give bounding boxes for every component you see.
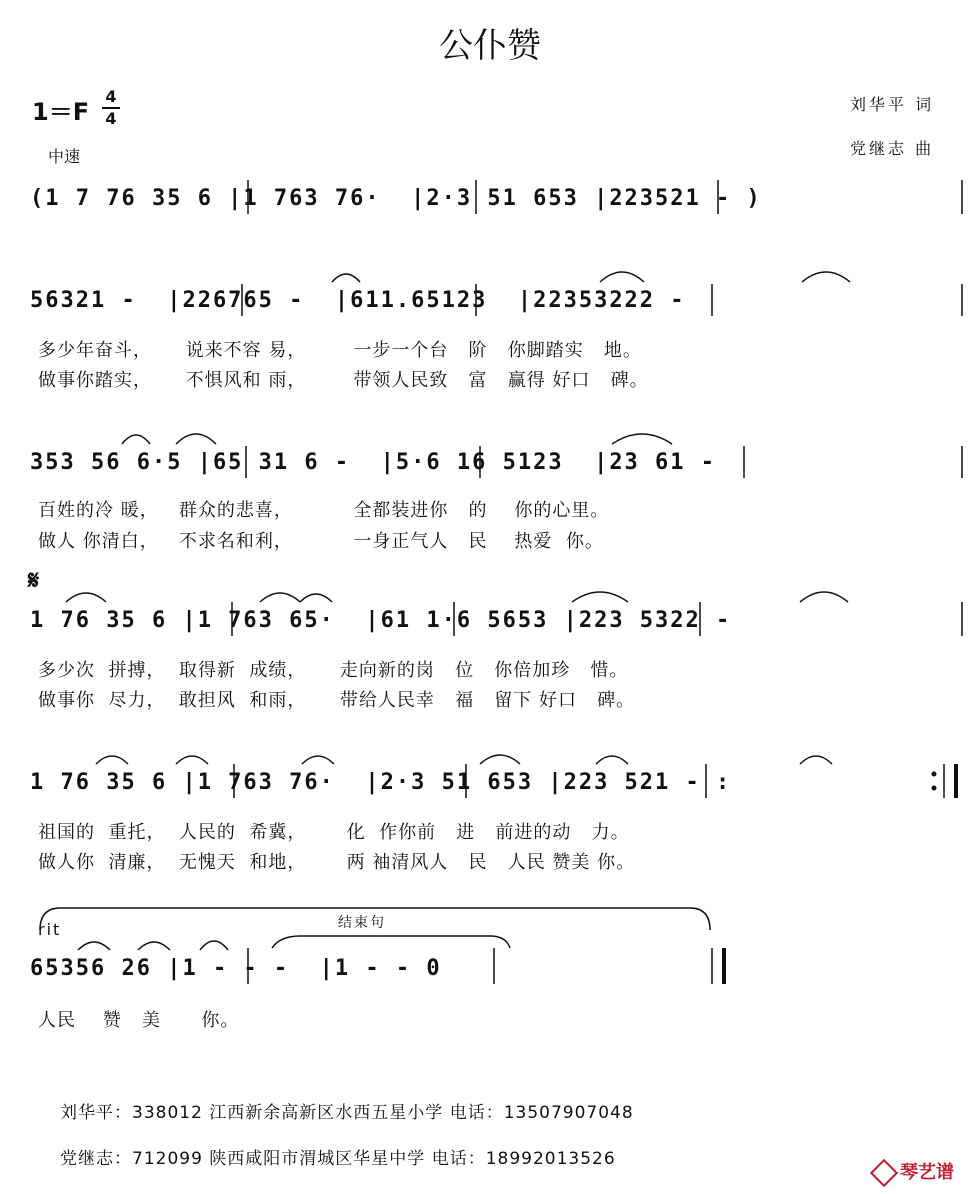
notation-line-3: 353 56 6·5 |65 31 6 - |5·6 16 5123 |23 61 - (30, 450, 717, 475)
lyric-line-6: 人民 赞 美 你。 (38, 1010, 240, 1031)
contact-composer: 党继志：712099 陕西咸阳市渭城区华星中学 电话：18992013526 (60, 1149, 616, 1169)
lyric-line-3-verse-1: 百姓的冷 暖， 群众的悲喜， 全都装进你 的 你的心里。 (38, 500, 610, 521)
notation-line-6: 65356 26 |1 - - - |1 - - 0 (30, 956, 442, 981)
lyric-line-3-verse-2: 做人 你清白， 不求名和利， 一身正气人 民 热爱 你。 (38, 531, 604, 552)
key-signature: 1＝F (32, 98, 90, 126)
lyric-line-2-verse-1: 多少年奋斗， 说来不容 易， 一步一个台 阶 你脚踏实 地。 (38, 340, 642, 361)
contact-lyricist: 刘华平：338012 江西新余高新区水西五星小学 电话：13507907048 (60, 1103, 634, 1123)
page-title: 公仆赞 (439, 26, 541, 66)
ending-label: 结束句 (338, 915, 386, 931)
time-signature-bottom: 4 (105, 109, 117, 128)
composer-credit: 党继志 曲 (850, 139, 935, 158)
logo-icon (870, 1159, 898, 1187)
segno-sign: 𝄋 (28, 566, 40, 596)
lyric-line-5-verse-2: 做人你 清廉， 无愧天 和地， 两 袖清风人 民 人民 赞美 你。 (38, 852, 636, 873)
notation-line-5: 1 76 35 6 |1 763 76· |2·3 51 653 |223 521 - : (30, 770, 732, 795)
ritardando-mark: rit (38, 920, 62, 939)
watermark-text: 琴艺谱 (900, 1162, 954, 1183)
notation-line-1: (1 7 76 35 6 |1 763 76· |2·3 51 653 |223521 - ) (30, 186, 762, 211)
watermark-logo (874, 1158, 954, 1184)
lyricist-credit: 刘华平 词 (850, 95, 935, 114)
lyric-line-5-verse-1: 祖国的 重托， 人民的 希冀， 化 作你前 进 前进的动 力。 (38, 822, 630, 843)
notation-line-4: 1 76 35 6 |1 763 65· |61 1·6 5653 |223 5322 - (30, 608, 732, 633)
notation-line-2: 56321 - |226765 - |611.65123 |22353222 - (30, 288, 686, 313)
lyric-line-4-verse-1: 多少次 拼搏， 取得新 成绩， 走向新的岗 位 你倍加珍 惜。 (38, 660, 629, 681)
time-signature-top: 4 (105, 87, 117, 106)
lyric-line-2-verse-2: 做事你踏实， 不惧风和 雨， 带领人民致 富 赢得 好口 碑。 (38, 370, 649, 391)
tempo-mark: 中速 (48, 147, 81, 166)
lyric-line-4-verse-2: 做事你 尽力， 敢担风 和雨， 带给人民幸 福 留下 好口 碑。 (38, 690, 636, 711)
